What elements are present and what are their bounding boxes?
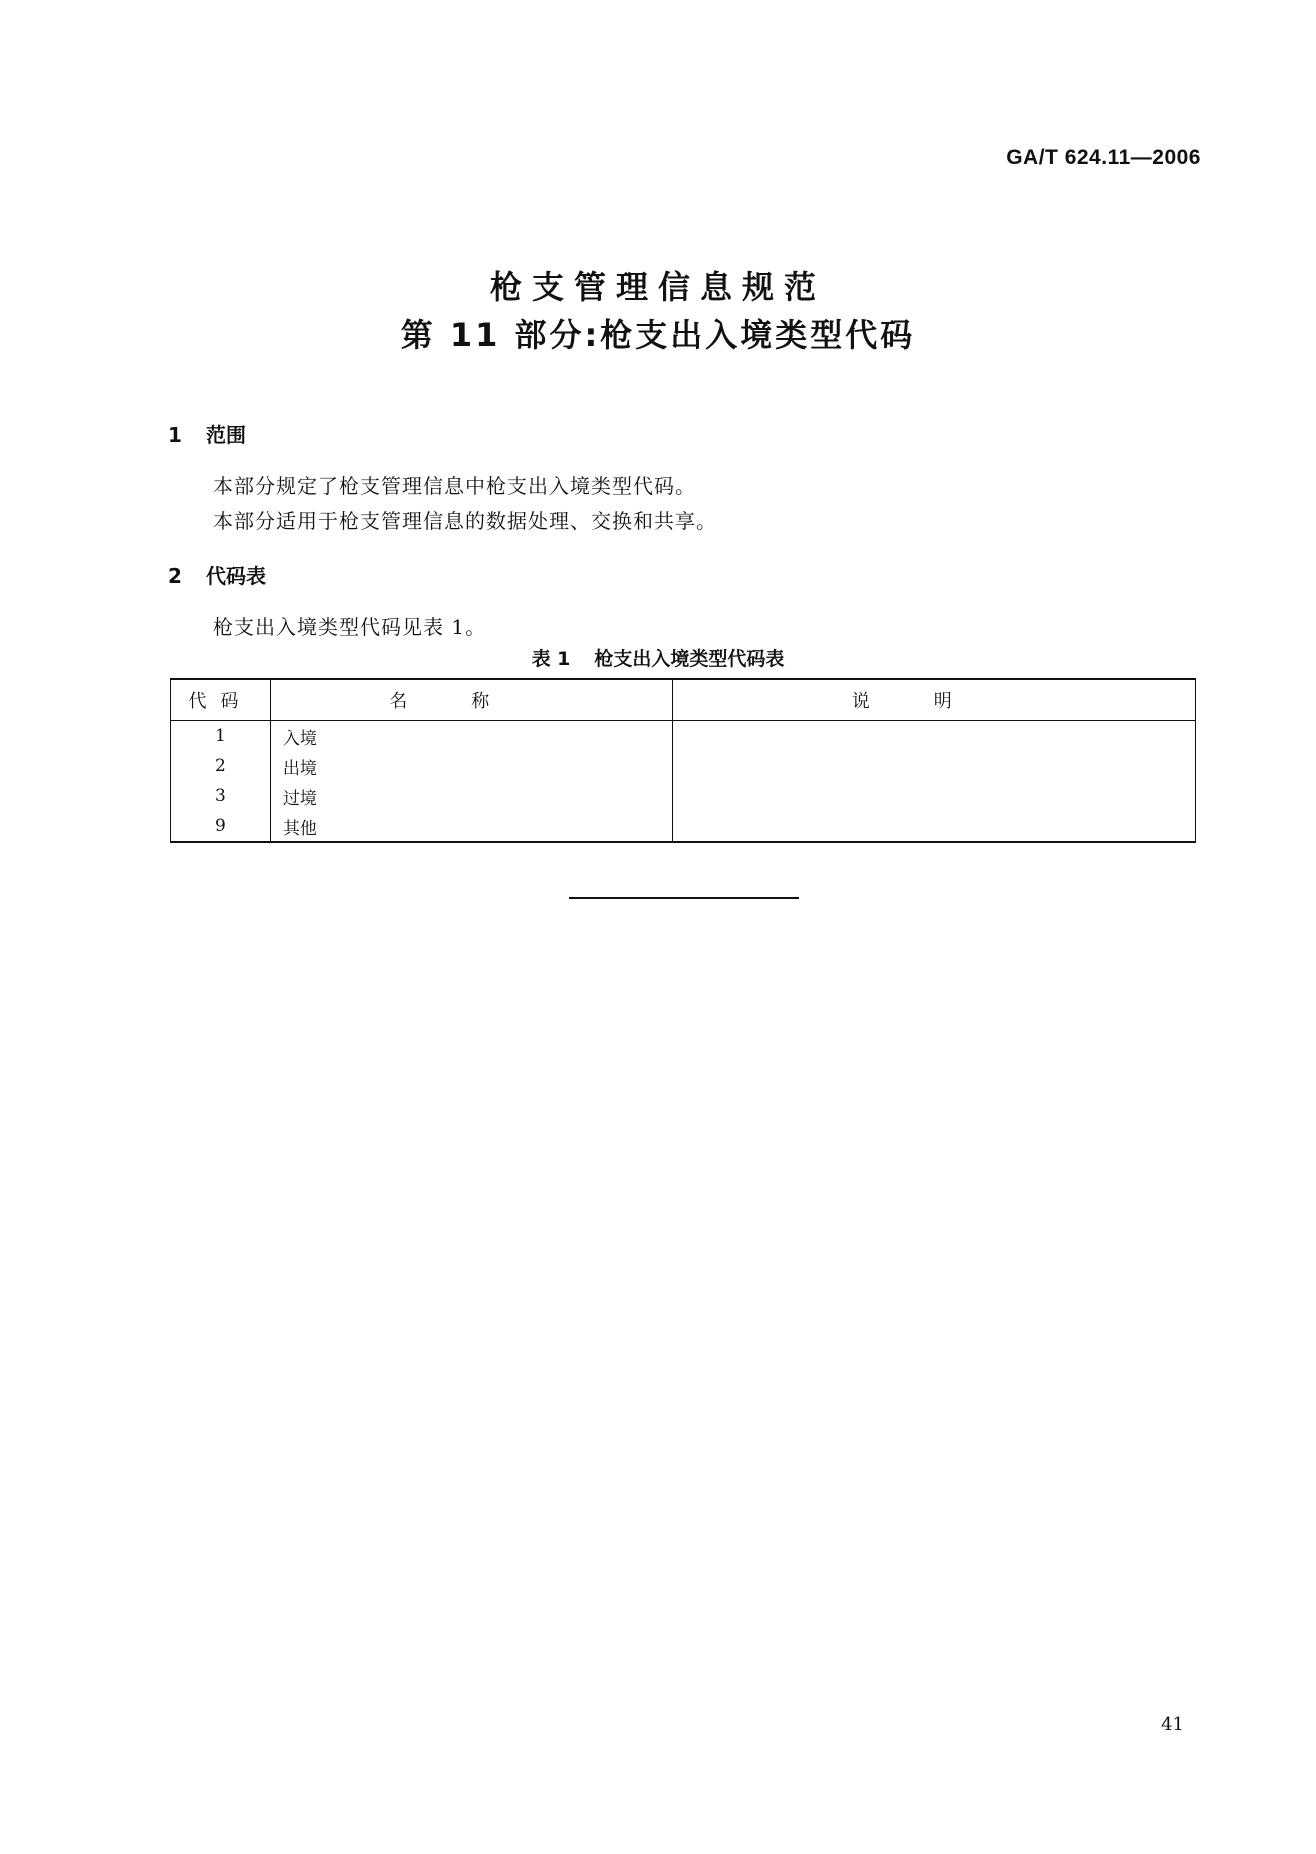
table-caption-number: 表 1 bbox=[531, 648, 571, 670]
column-header-name: 名称 bbox=[270, 679, 672, 721]
cell-code: 3 bbox=[171, 781, 271, 811]
page-number: 41 bbox=[1161, 1714, 1184, 1735]
section-number: 2 bbox=[168, 564, 182, 588]
section-title: 范围 bbox=[206, 423, 246, 447]
cell-name: 其他 bbox=[270, 811, 672, 842]
end-rule bbox=[569, 897, 799, 899]
section-heading-scope bbox=[168, 419, 246, 448]
cell-code: 2 bbox=[171, 751, 271, 781]
standard-code: GA/T 624.11—2006 bbox=[1006, 146, 1201, 169]
table-row bbox=[171, 781, 1196, 811]
table-caption-title: 枪支出入境类型代码表 bbox=[594, 648, 785, 670]
paragraph: 本部分适用于枪支管理信息的数据处理、交换和共享。 bbox=[213, 509, 717, 533]
table-row bbox=[171, 751, 1196, 781]
column-header-code: 代码 bbox=[171, 679, 271, 721]
document-subtitle: 第 11 部分:枪支出入境类型代码 bbox=[400, 316, 916, 354]
cell-description bbox=[672, 811, 1195, 842]
table-caption bbox=[0, 644, 1316, 671]
table-row bbox=[171, 721, 1196, 752]
code-table bbox=[170, 678, 1196, 843]
cell-code: 1 bbox=[171, 721, 271, 752]
section-heading-code-table bbox=[168, 560, 266, 589]
cell-code: 9 bbox=[171, 811, 271, 842]
paragraph: 枪支出入境类型代码见表 1。 bbox=[213, 615, 487, 639]
section-number: 1 bbox=[168, 423, 182, 447]
cell-name: 过境 bbox=[270, 781, 672, 811]
cell-name: 出境 bbox=[270, 751, 672, 781]
cell-name: 入境 bbox=[270, 721, 672, 752]
paragraph: 本部分规定了枪支管理信息中枪支出入境类型代码。 bbox=[213, 474, 696, 498]
table-header-row bbox=[171, 679, 1196, 721]
section-title: 代码表 bbox=[206, 564, 266, 588]
cell-description bbox=[672, 751, 1195, 781]
table-row bbox=[171, 811, 1196, 842]
column-header-description: 说明 bbox=[672, 679, 1195, 721]
cell-description bbox=[672, 781, 1195, 811]
document-title: 枪支管理信息规范 bbox=[489, 268, 826, 306]
cell-description bbox=[672, 721, 1195, 752]
